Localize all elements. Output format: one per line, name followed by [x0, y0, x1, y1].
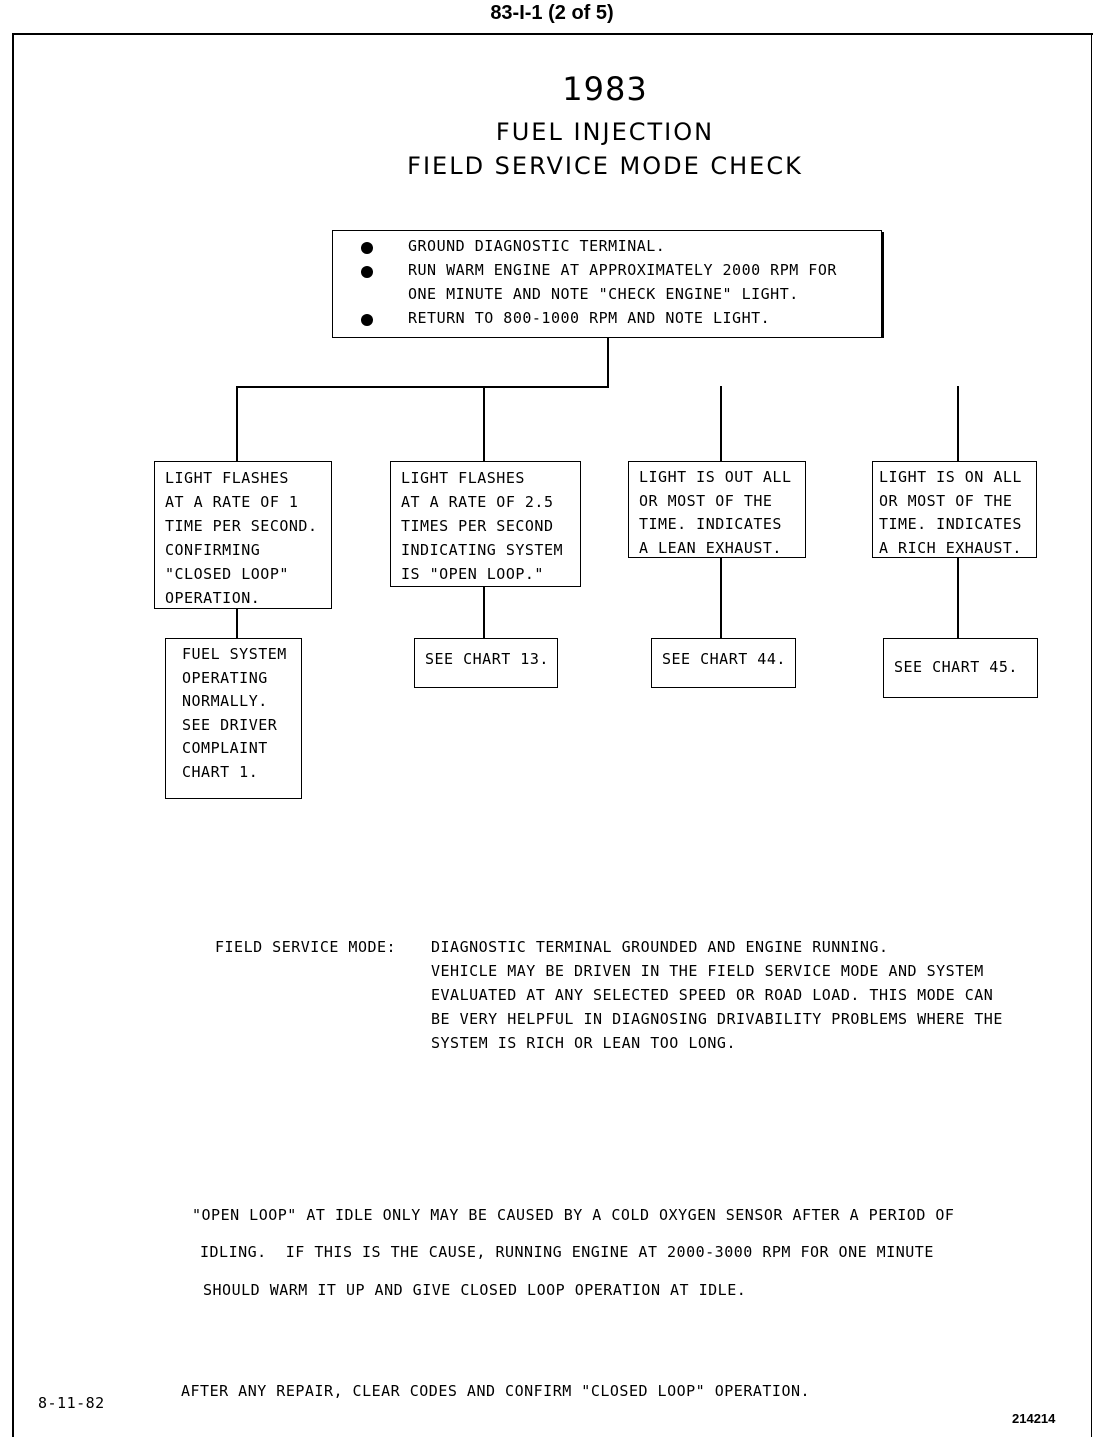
start-step-2: RUN WARM ENGINE AT APPROXIMATELY 2000 RPM FOR: [408, 261, 837, 279]
connector-branch-1: [236, 386, 238, 462]
condition-box-rich: LIGHT IS ON ALL OR MOST OF THE TIME. INDICATES A RICH EXHAUST.: [872, 461, 1037, 558]
frame-right-border: [1091, 33, 1092, 1437]
title-year: 1983: [562, 70, 648, 108]
bullet-icon: [361, 266, 373, 278]
revision-date: 8-11-82: [38, 1394, 105, 1412]
field-service-mode-label: FIELD SERVICE MODE:: [215, 938, 397, 956]
condition-box-closed-loop: LIGHT FLASHES AT A RATE OF 1 TIME PER SECOND. CONFIRMING "CLOSED LOOP" OPERATION.: [154, 461, 332, 609]
repair-note: AFTER ANY REPAIR, CLEAR CODES AND CONFIRM "CLOSED LOOP" OPERATION.: [181, 1382, 811, 1400]
frame-left-border: [12, 33, 14, 1437]
field-service-mode-line-4: BE VERY HELPFUL IN DIAGNOSING DRIVABILITY PROBLEMS WHERE THE: [431, 1010, 1003, 1028]
result-box-chart-44: SEE CHART 44.: [651, 638, 796, 688]
connector-branch-2: [483, 386, 485, 462]
title-line-1: FUEL INJECTION: [495, 118, 715, 146]
start-step-3: RETURN TO 800-1000 RPM AND NOTE LIGHT.: [408, 309, 771, 327]
connector-branch-3: [720, 386, 722, 462]
result-box-chart-45: SEE CHART 45.: [883, 638, 1038, 698]
connector-result-1: [236, 609, 238, 639]
condition-box-open-loop: LIGHT FLASHES AT A RATE OF 2.5 TIMES PER SECOND INDICATING SYSTEM IS "OPEN LOOP.": [390, 461, 581, 587]
page-reference: 83-I-1 (2 of 5): [490, 2, 614, 24]
start-step-1: GROUND DIAGNOSTIC TERMINAL.: [408, 237, 666, 255]
condition-box-lean: LIGHT IS OUT ALL OR MOST OF THE TIME. INDICATES A LEAN EXHAUST.: [628, 461, 806, 558]
result-box-chart-13: SEE CHART 13.: [414, 638, 558, 688]
open-loop-note-line-3: SHOULD WARM IT UP AND GIVE CLOSED LOOP OPERATION AT IDLE.: [203, 1281, 747, 1299]
field-service-mode-line-1: DIAGNOSTIC TERMINAL GROUNDED AND ENGINE RUNNING.: [431, 938, 889, 956]
bullet-icon: [361, 314, 373, 326]
start-box-right-mark: [882, 232, 884, 338]
connector-bus: [236, 386, 609, 388]
connector-branch-4: [957, 386, 959, 462]
connector-result-4: [957, 558, 959, 639]
document-number: 214214: [1012, 1411, 1056, 1426]
result-box-normal-operation: FUEL SYSTEM OPERATING NORMALLY. SEE DRIVER COMPLAINT CHART 1.: [165, 638, 302, 799]
start-box: [332, 230, 882, 338]
open-loop-note-line-2: IDLING. IF THIS IS THE CAUSE, RUNNING ENGINE AT 2000-3000 RPM FOR ONE MINUTE: [200, 1243, 934, 1261]
field-service-mode-line-2: VEHICLE MAY BE DRIVEN IN THE FIELD SERVICE MODE AND SYSTEM: [431, 962, 984, 980]
field-service-mode-line-5: SYSTEM IS RICH OR LEAN TOO LONG.: [431, 1034, 736, 1052]
bullet-icon: [361, 242, 373, 254]
field-service-mode-line-3: EVALUATED AT ANY SELECTED SPEED OR ROAD LOAD. THIS MODE CAN: [431, 986, 994, 1004]
connector-trunk: [607, 338, 609, 388]
connector-result-3: [720, 558, 722, 639]
connector-result-2: [483, 587, 485, 639]
open-loop-note-line-1: "OPEN LOOP" AT IDLE ONLY MAY BE CAUSED BY A COLD OXYGEN SENSOR AFTER A PERIOD OF: [192, 1206, 955, 1224]
frame-top-border: [12, 33, 1093, 35]
start-step-2-continued: ONE MINUTE AND NOTE "CHECK ENGINE" LIGHT.: [408, 285, 799, 303]
title-line-2: FIELD SERVICE MODE CHECK: [407, 152, 803, 180]
